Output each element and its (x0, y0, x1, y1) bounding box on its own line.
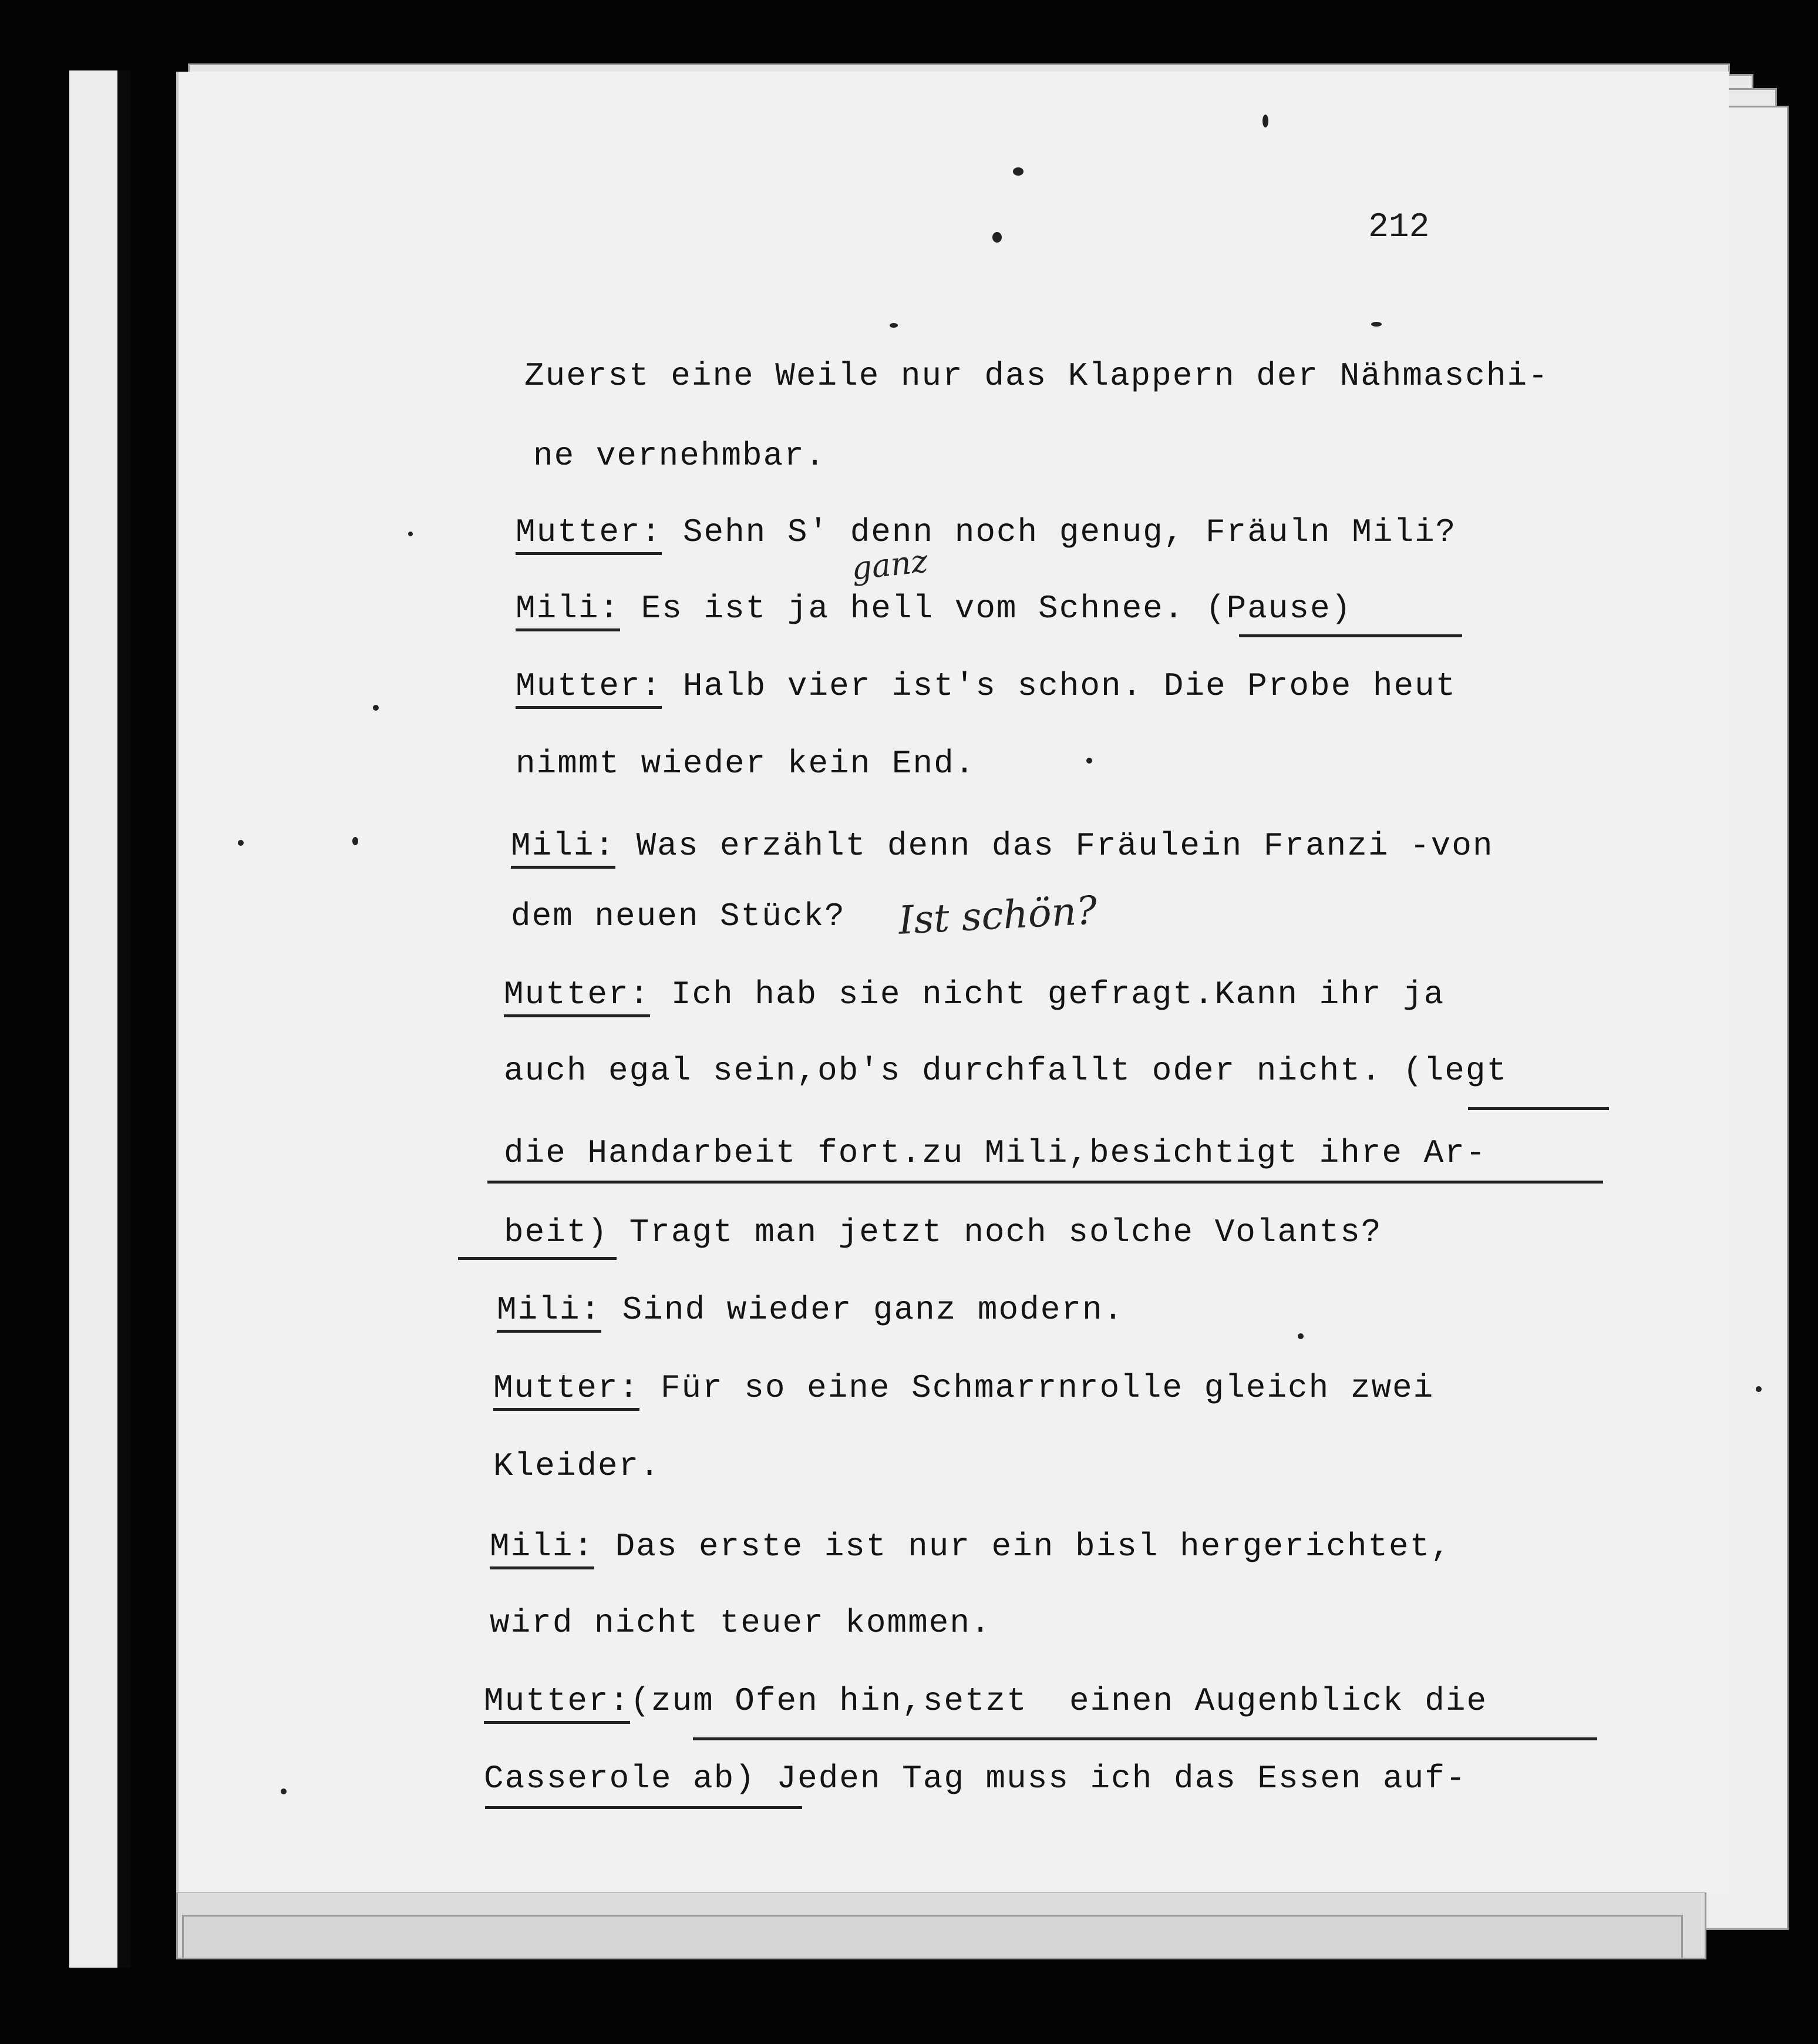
scan-speck (1371, 322, 1382, 327)
speaker-label: Mutter: (504, 978, 650, 1017)
speaker-label: Mili: (516, 592, 620, 631)
scan-speck (1013, 167, 1024, 176)
scan-speck (1756, 1386, 1762, 1392)
scan-speck (238, 840, 244, 846)
speaker-label: Mili: (490, 1530, 594, 1569)
text-line: dem neuen Stück? (511, 897, 846, 935)
stage-direction-underline (1239, 634, 1462, 637)
speaker-label: Mili: (497, 1293, 601, 1333)
text-line: auch egal sein,ob's durchfallt oder nicht. (legt (504, 1052, 1508, 1090)
dialogue-line: Mutter: Ich hab sie nicht gefragt.Kann ihr ja (504, 978, 1445, 1017)
text-line: beit) Tragt man jetzt noch solche Volants? (504, 1213, 1382, 1251)
page-number: 212 (1368, 209, 1430, 247)
scan-speck (281, 1788, 287, 1794)
scan-speck (1086, 758, 1092, 764)
stage-direction-underline (1468, 1107, 1609, 1110)
dialogue-line: Mili: Was erzählt denn das Fräulein Franzi -von (511, 829, 1493, 869)
dialogue-line: Mutter:(zum Ofen hin,setzt einen Augenblick die (484, 1685, 1487, 1724)
scan-speck (408, 532, 413, 536)
scan-speck (1262, 115, 1268, 127)
speaker-label: Mutter: (484, 1685, 630, 1724)
text-line: die Handarbeit fort.zu Mili,besichtigt ihre Ar- (504, 1134, 1487, 1172)
text-line: ne vernehmbar. (533, 437, 826, 475)
text-line: wird nicht teuer kommen. (490, 1604, 992, 1642)
scan-speck (992, 232, 1002, 243)
text-line: Zuerst eine Weile nur das Klappern der Nähmaschi- (524, 357, 1549, 395)
text-line: Casserole ab) Jeden Tag muss ich das Essen auf- (484, 1760, 1467, 1797)
scan-speck (1298, 1333, 1304, 1339)
speaker-label: Mili: (511, 829, 615, 869)
stage-direction-underline (485, 1806, 802, 1809)
handwritten-margin-note: Ist schön? (897, 887, 1099, 943)
dialogue-line: Mili: Das erste ist nur ein bisl hergerichtet, (490, 1530, 1452, 1569)
dialogue-line: Mili: Sind wieder ganz modern. (497, 1293, 1124, 1333)
dialogue-line: Mutter: Sehn S' denn noch genug, Fräuln Mili? (516, 516, 1456, 555)
stage-direction-underline (487, 1181, 1603, 1184)
scan-speck (890, 323, 898, 328)
text-line: Kleider. (493, 1447, 661, 1485)
handwritten-insert: ganz (850, 542, 930, 587)
stage-direction-underline (458, 1257, 617, 1260)
dialogue-line: Mutter: Halb vier ist's schon. Die Probe heut (516, 670, 1456, 709)
speaker-label: Mutter: (516, 516, 662, 555)
stage-direction-underline (693, 1737, 1597, 1740)
dialogue-line: Mili: Es ist ja hell vom Schnee. (Pause) (516, 592, 1352, 631)
scan-speck (373, 705, 379, 711)
scan-speck (352, 837, 358, 845)
text-line: nimmt wieder kein End. (516, 745, 976, 782)
speaker-label: Mutter: (493, 1371, 639, 1411)
speaker-label: Mutter: (516, 670, 662, 709)
dialogue-line: Mutter: Für so eine Schmarrnrolle gleich zwei (493, 1371, 1434, 1411)
